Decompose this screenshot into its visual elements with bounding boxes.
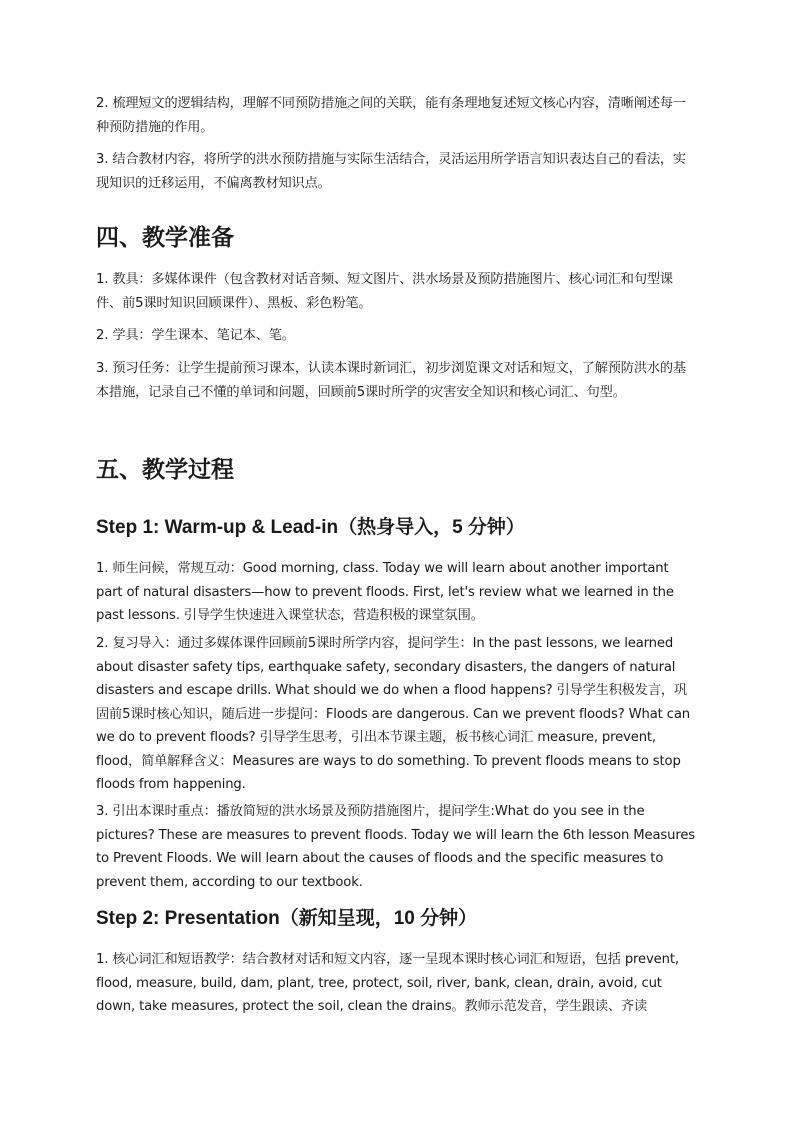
section-heading-preparation: 四、教学准备 — [96, 225, 234, 251]
objective-paragraph-2: 2. 梳理短文的逻辑结构，理解不同预防措施之间的关联，能有条理地复述短文核心内容，清晰阐述每一种预防措施的作用。 — [96, 96, 686, 135]
step1-heading: Step 1: Warm-up & Lead-in（热身导入，5 分钟） — [96, 517, 525, 538]
preparation-paragraph-3: 3. 预习任务：让学生提前预习课本，认读本课时新词汇，初步浏览课文对话和短文，了解预防洪水的基本措施，记录自己不懂的单词和问题，回顾前5课时所学的灾害安全知识和核心词汇、句型。 — [96, 361, 686, 400]
objective-paragraph-3: 3. 结合教材内容，将所学的洪水预防措施与实际生活结合，灵活运用所学语言知识表达自己的看法，实现知识的迁移运用，不偏离教材知识点。 — [96, 152, 686, 191]
step1-paragraph-1: 1. 师生问候，常规互动：Good morning, class. Today we will learn about another important part of natural disasters—how to prevent floods. First, let's review what we learned in the past lessons. 引导学生快速进入课堂状态，营造积极的课堂氛围。 — [96, 561, 674, 623]
section-heading-process: 五、教学过程 — [96, 457, 234, 483]
step2-heading: Step 2: Presentation（新知呈现，10 分钟） — [96, 908, 478, 929]
preparation-paragraph-1: 1. 教具：多媒体课件（包含教材对话音频、短文图片、洪水场景及预防措施图片、核心词汇和句型课件、前5课时知识回顾课件）、黑板、彩色粉笔。 — [96, 272, 673, 311]
step1-paragraph-3: 3. 引出本课时重点：播放简短的洪水场景及预防措施图片，提问学生:What do you see in the pictures? These are measures to prevent floods. Today we will learn the 6th lesson Measures to Prevent Floods. We will learn about the causes of floods and the specific measures to prevent them, according to our textbook. — [96, 804, 696, 890]
step1-paragraph-2: 2. 复习导入：通过多媒体课件回顾前5课时所学内容，提问学生：In the past lessons, we learned about disaster safety tips, earthquake safety, secondary disasters, the dangers of natural disasters and escape drills. What should we do when a flood happens? 引导学生积极发言，巩固前5课时核心知识，随后进一步提问：Floods are dangerous. Can we prevent floods? What can we do to prevent floods? 引导学生思考，引出本节课主题，板书核心词汇 measure, prevent, flood，简单解释含义：Measures are ways to do something. To prevent floods means to stop floods from happening. — [96, 636, 690, 792]
preparation-paragraph-2: 2. 学具：学生课本、笔记本、笔。 — [96, 328, 295, 343]
step2-paragraph-1: 1. 核心词汇和短语教学：结合教材对话和短文内容，逐一呈现本课时核心词汇和短语，包括 prevent, flood, measure, build, dam, plant, tree, protect, soil, river, bank, clean, drain, avoid, cut down, take measures, protect the soil, clean the drains。教师示范发音，学生跟读、齐读 — [96, 952, 679, 1014]
